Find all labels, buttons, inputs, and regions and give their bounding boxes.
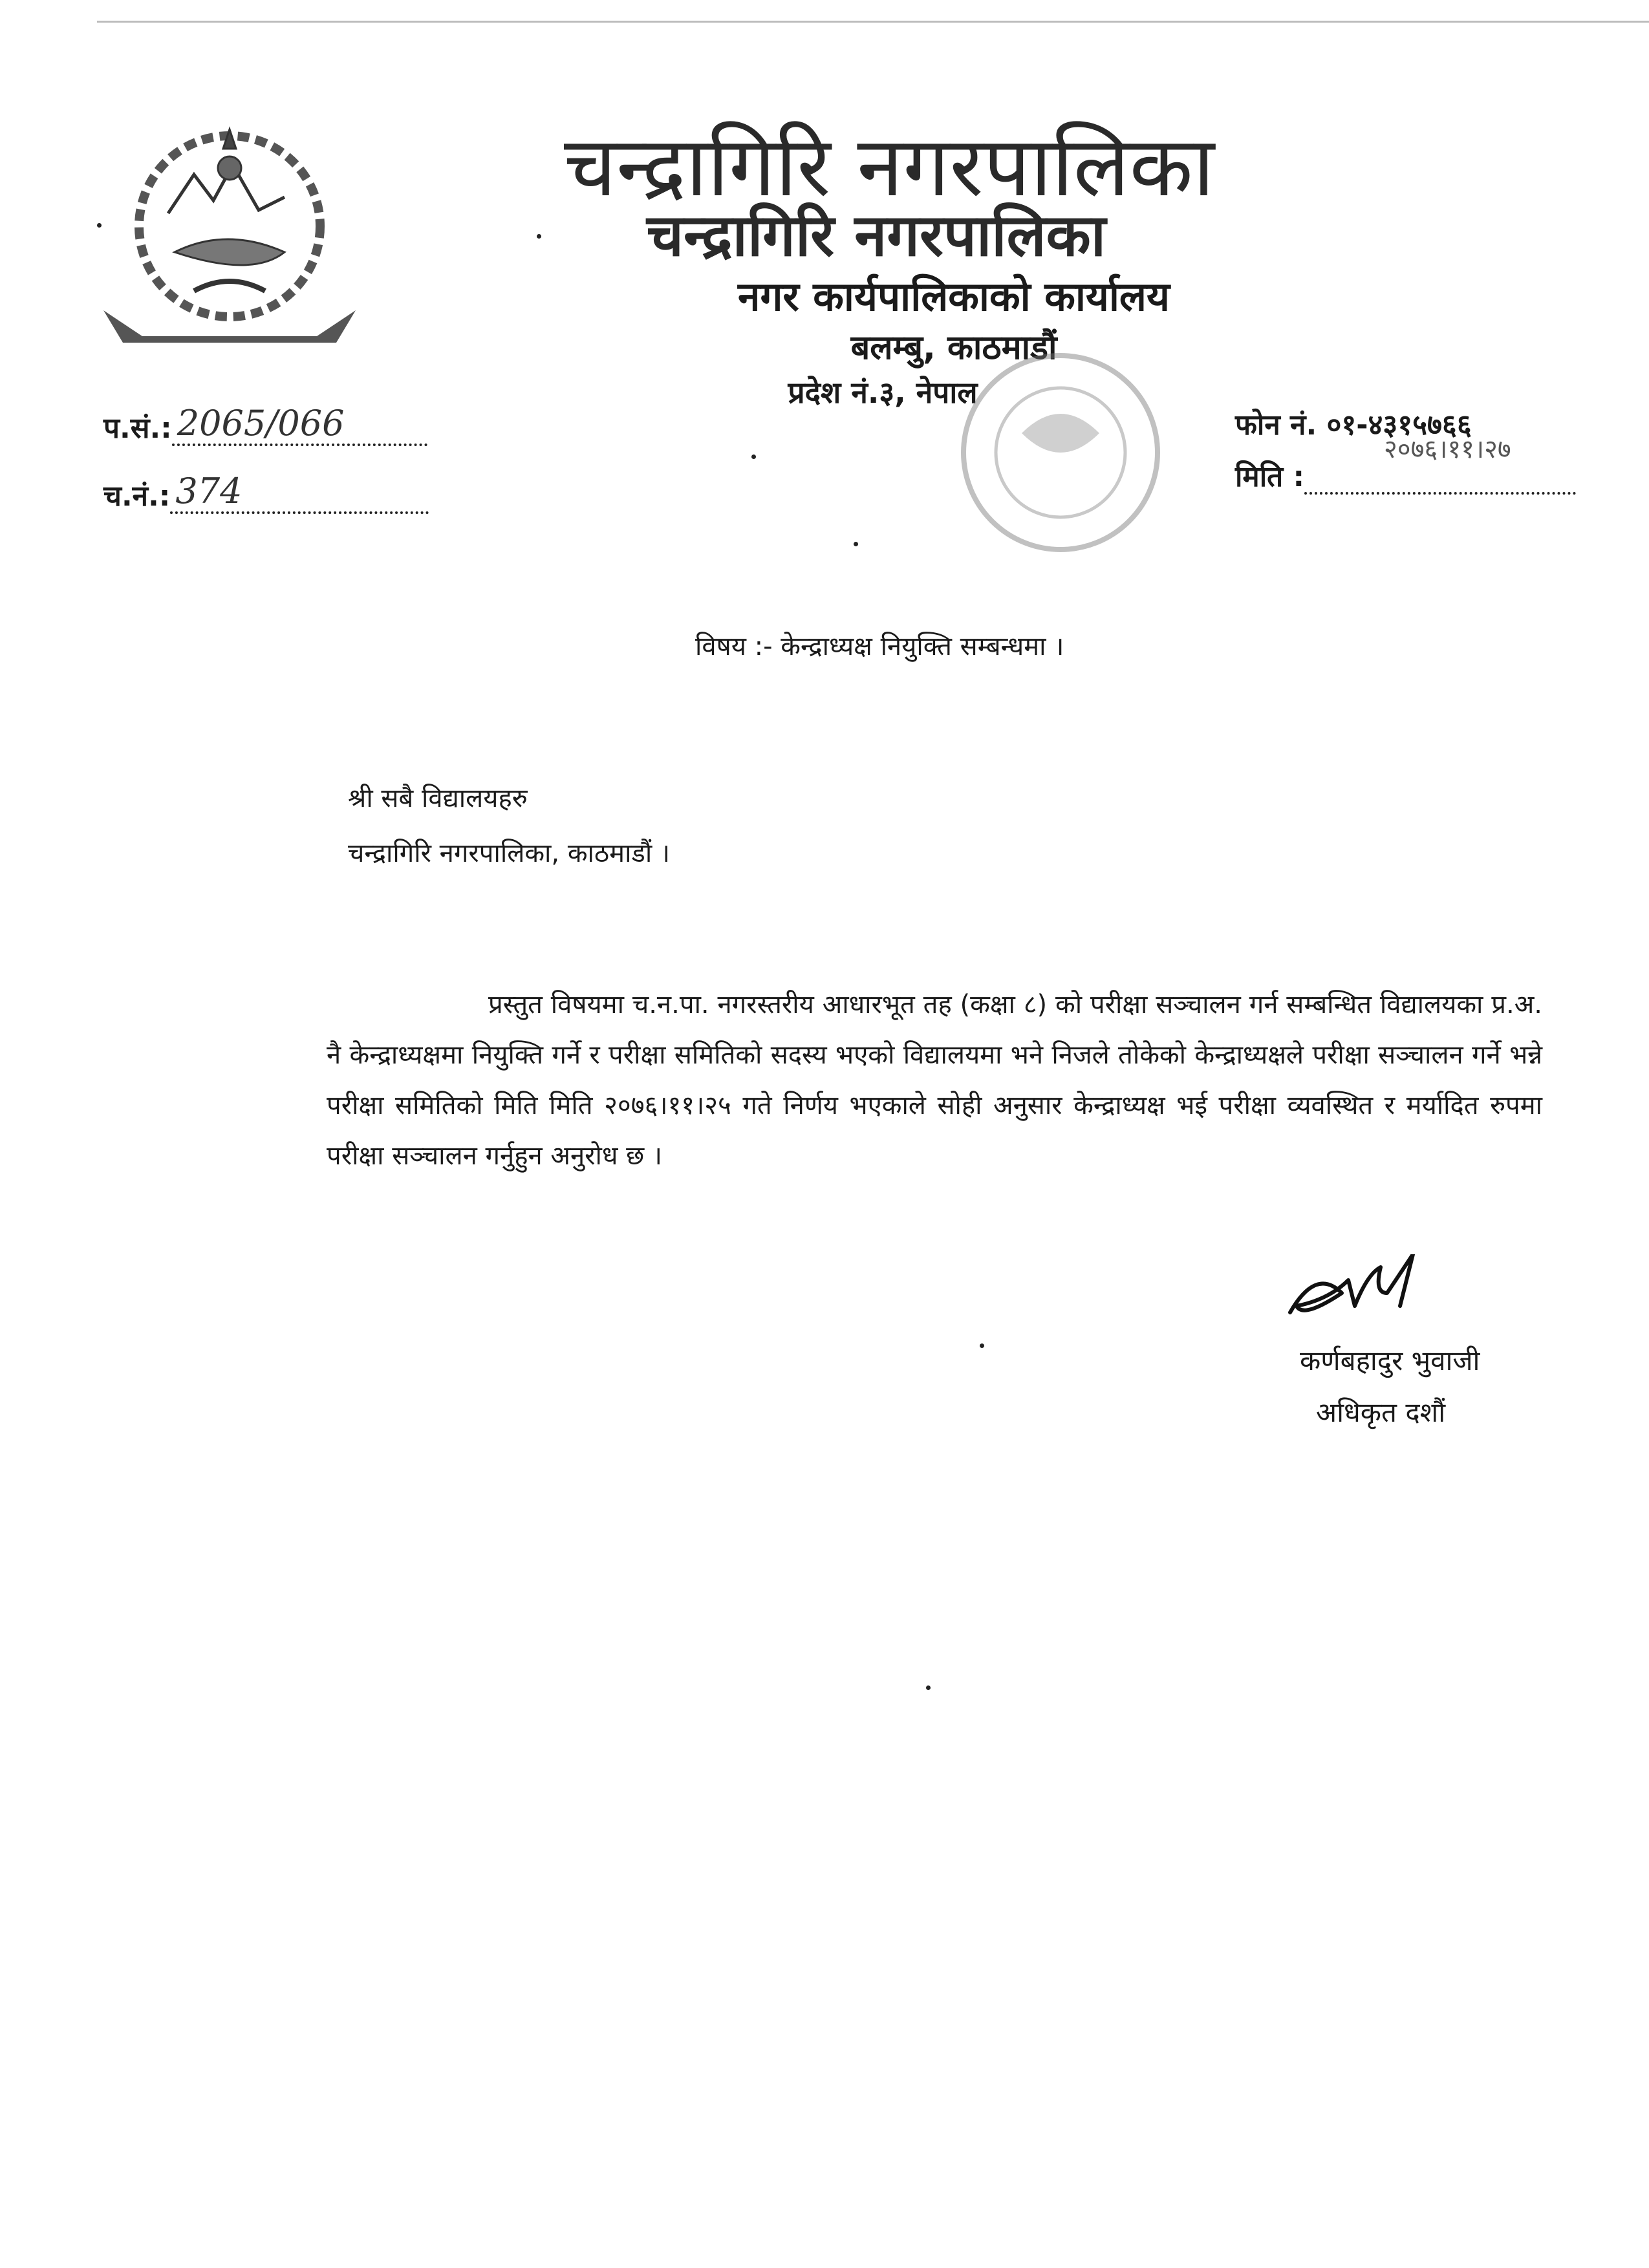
office-address: बलम्बु, काठमाडौं — [850, 328, 1057, 367]
patra-sankhya-label: प.सं.: — [103, 412, 172, 445]
date-label: मिति : — [1235, 460, 1305, 493]
chalani-label: च.नं.: — [103, 480, 171, 513]
scan-speck — [980, 1343, 984, 1348]
office-seal-icon — [931, 336, 1177, 569]
addressee-line-1: श्री सबै विद्यालयहरु — [348, 784, 528, 813]
municipality-title-secondary: चन्द्रागिरि नगरपालिका — [646, 202, 1106, 270]
letter-body — [327, 979, 1542, 1181]
scan-speck — [926, 1685, 931, 1690]
date-field — [1235, 456, 1576, 495]
handwritten-signature — [1284, 1254, 1452, 1338]
office-name: नगर कार्यपालिकाको कार्यालय — [738, 273, 1170, 320]
scan-speck — [751, 455, 756, 459]
chalani-field — [103, 471, 429, 514]
chalani-value: 374 — [175, 471, 242, 511]
office-province: प्रदेश नं.३, नेपाल — [788, 375, 978, 410]
signatory-designation: अधिकृत दशौं — [1316, 1396, 1446, 1428]
date-stamp-value: २०७६।११।२७ — [1384, 434, 1511, 464]
addressee-line-2: चन्द्रागिरि नगरपालिका, काठमाडौं । — [348, 839, 671, 868]
patra-sankhya-field — [103, 403, 427, 446]
signatory-name: कर्णबहादुर भुवाजी — [1300, 1345, 1480, 1376]
scan-edge-line — [97, 21, 1649, 23]
scan-speck — [854, 542, 858, 546]
scan-speck — [537, 234, 541, 239]
municipality-title: चन्द्रागिरि नगरपालिका — [563, 119, 1215, 215]
scan-speck — [97, 223, 102, 228]
letter-body-text: प्रस्तुत विषयमा च.न.पा. नगरस्तरीय आधारभूत तह (कक्षा ८) को परीक्षा सञ्चालन गर्न सम्बन्धित विद्यालयका प्र.अ. नै केन्द्राध्यक्षमा नियुक्ति गर्ने र परीक्षा समितिको सदस्य भएको विद्यालयमा भने निजले तोकेको केन्द्राध्यक्षले परीक्षा सञ्चालन गर्ने भन्ने परीक्षा समितिको मिति मिति २०७६।११।२५ गते निर्णय भएकाले सोही अनुसार केन्द्राध्यक्ष भई परीक्षा व्यवस्थित र मर्यादित रुपमा परीक्षा सञ्चालन गर्नुहुन अनुरोध छ । — [327, 990, 1542, 1171]
patra-sankhya-value: 2065/066 — [177, 403, 345, 444]
phone-number: फोन नं. ०१-४३१५७६६ — [1235, 409, 1472, 442]
letter-subject: विषय :- केन्द्राध्यक्ष नियुक्ति सम्बन्धमा । — [695, 632, 1064, 661]
